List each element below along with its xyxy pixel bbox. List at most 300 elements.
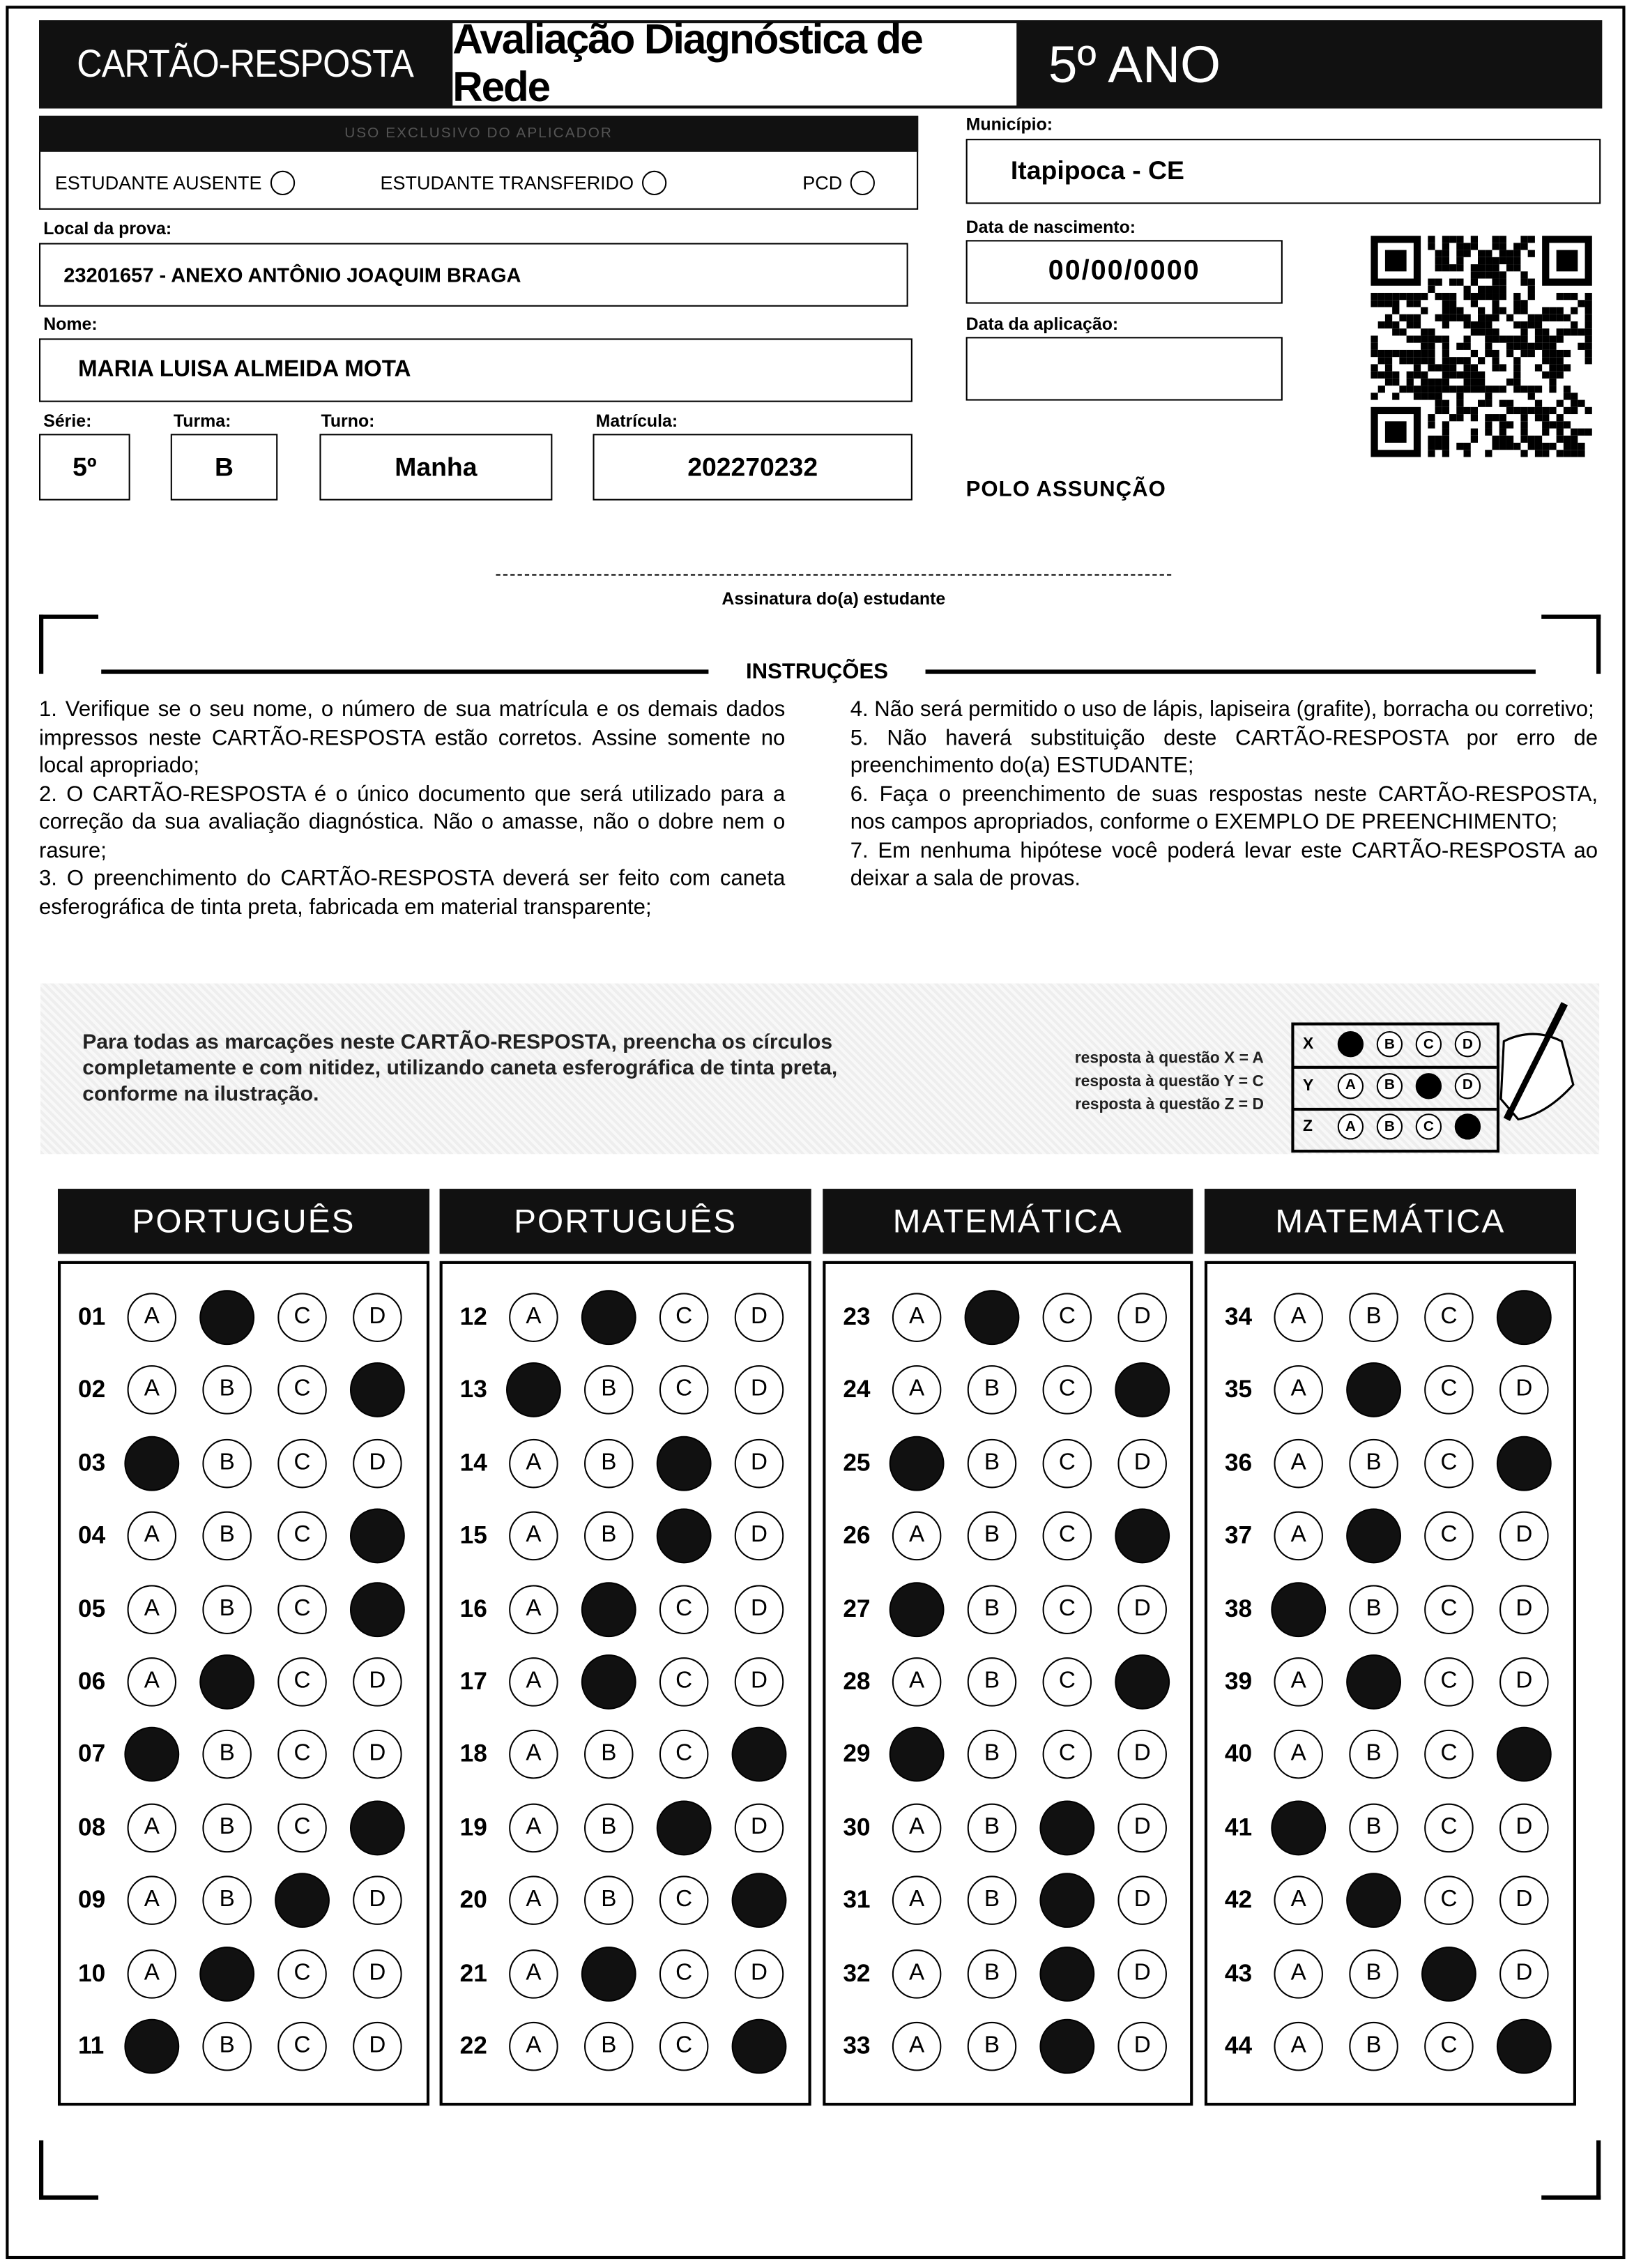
answer-bubble-d[interactable]: D (735, 1949, 784, 1998)
option-absent[interactable] (55, 171, 295, 195)
example-bubble: D (1455, 1031, 1481, 1057)
answer-bubble-d[interactable]: D (735, 1657, 784, 1707)
answer-bubble-c[interactable]: C (1424, 1585, 1474, 1634)
answer-bubble-a[interactable]: A (1274, 1512, 1323, 1561)
answer-bubble-d[interactable] (350, 1581, 405, 1636)
answer-bubble-c[interactable]: C (1424, 1439, 1474, 1489)
qr-module (1435, 379, 1442, 386)
qr-module (1506, 407, 1513, 414)
qr-module (1485, 450, 1492, 457)
example-bubble: C (1416, 1031, 1442, 1057)
qr-module (1456, 357, 1463, 364)
answer-bubble-d[interactable] (732, 2019, 787, 2074)
qr-module (1535, 407, 1542, 414)
answer-bubble-c[interactable]: C (659, 1585, 709, 1634)
answer-bubble-a[interactable]: A (128, 1366, 177, 1415)
qr-module (1471, 429, 1478, 436)
answer-bubble-d[interactable] (350, 1800, 405, 1855)
qr-module (1478, 400, 1485, 407)
answer-bubble-c[interactable]: C (1043, 1366, 1092, 1415)
answer-bubble-a[interactable]: A (128, 1803, 177, 1852)
question-row (1207, 2019, 1573, 2077)
answer-bubble-c[interactable]: C (1424, 1293, 1474, 1342)
answer-bubble-d[interactable]: D (1117, 2022, 1167, 2071)
answer-bubble-a[interactable] (889, 1581, 945, 1636)
answer-bubble-a[interactable]: A (509, 1512, 558, 1561)
answer-bubble-b[interactable] (1346, 1654, 1401, 1710)
answer-bubble-b[interactable]: B (584, 1730, 634, 1780)
answer-bubble-b[interactable]: B (968, 1366, 1017, 1415)
answer-bubble-a[interactable]: A (892, 1657, 942, 1707)
answer-bubble-d[interactable]: D (1117, 1803, 1167, 1852)
answer-bubble-b[interactable]: B (584, 1366, 634, 1415)
qr-module (1564, 328, 1571, 335)
answer-bubble-a[interactable]: A (892, 1949, 942, 1998)
answer-bubble-d[interactable] (1115, 1363, 1170, 1418)
qr-module (1492, 386, 1499, 393)
qr-module (1442, 443, 1449, 450)
qr-module (1428, 414, 1435, 421)
answer-bubble-a[interactable]: A (128, 1876, 177, 1926)
qr-module (1464, 250, 1471, 257)
qr-module (1392, 372, 1399, 379)
question-row (825, 1290, 1190, 1348)
answer-bubble-d[interactable]: D (1499, 1512, 1549, 1561)
qr-module (1492, 335, 1499, 342)
answer-bubble-b[interactable]: B (1349, 1585, 1398, 1634)
answer-bubble-a[interactable] (124, 2019, 179, 2074)
answer-bubble-a[interactable]: A (509, 1439, 558, 1489)
answer-bubble-d[interactable] (350, 1363, 405, 1418)
qr-module (1464, 335, 1471, 342)
answer-bubble-a[interactable]: A (1274, 1293, 1323, 1342)
answer-bubble-c[interactable]: C (277, 1585, 327, 1634)
answer-bubble-c[interactable]: C (659, 1366, 709, 1415)
answer-bubble-a[interactable]: A (128, 1949, 177, 1998)
polo-text: POLO ASSUNÇÃO (965, 477, 1166, 502)
qr-module (1506, 250, 1513, 257)
qr-module (1478, 357, 1485, 364)
question-number: 23 (843, 1302, 871, 1331)
answer-bubble-b[interactable]: B (584, 1803, 634, 1852)
qr-module (1435, 335, 1442, 342)
answer-bubble-c[interactable]: C (1424, 2022, 1474, 2071)
answer-bubble-a[interactable]: A (892, 1366, 942, 1415)
qr-module (1485, 429, 1492, 436)
answer-bubble-b[interactable] (199, 1654, 254, 1710)
qr-module (1520, 243, 1527, 250)
signature-line[interactable] (496, 574, 1171, 575)
answer-bubble-d[interactable] (732, 1728, 787, 1783)
answer-bubble-c[interactable]: C (1043, 1439, 1092, 1489)
answer-bubble-d[interactable]: D (1117, 1293, 1167, 1342)
answer-bubble-c[interactable]: C (659, 2022, 709, 2071)
answer-bubble-c[interactable]: C (277, 1439, 327, 1489)
answer-bubble-c[interactable] (1039, 2019, 1094, 2074)
qr-module (1528, 443, 1535, 450)
qr-module (1464, 343, 1471, 350)
answer-bubble-a[interactable] (1271, 1800, 1326, 1855)
answer-bubble-a[interactable]: A (892, 2022, 942, 2071)
qr-module (1407, 335, 1414, 342)
answer-bubble-d[interactable]: D (1499, 1366, 1549, 1415)
qr-module (1385, 357, 1392, 364)
answer-bubble-a[interactable]: A (128, 1657, 177, 1707)
qr-module (1456, 372, 1463, 379)
answer-bubble-a[interactable]: A (892, 1803, 942, 1852)
corner-bracket (1541, 2140, 1601, 2200)
answer-bubble-a[interactable]: A (509, 1730, 558, 1780)
qr-module (1513, 243, 1520, 250)
qr-module (1414, 386, 1421, 393)
answer-bubble-d[interactable]: D (353, 1439, 402, 1489)
answer-bubble-b[interactable]: B (584, 1439, 634, 1489)
qr-module (1385, 379, 1392, 386)
answer-bubble-d[interactable]: D (353, 1730, 402, 1780)
qr-module (1571, 443, 1578, 450)
answer-bubble-d[interactable]: D (1117, 1730, 1167, 1780)
qr-module (1464, 386, 1471, 393)
answer-bubble-b[interactable] (581, 1946, 636, 2001)
answer-bubble-c[interactable] (1039, 1873, 1094, 1928)
answer-bubble-a[interactable]: A (892, 1876, 942, 1926)
qr-module (1528, 407, 1535, 414)
answer-bubble-b[interactable]: B (1349, 1949, 1398, 1998)
qr-module (1442, 236, 1449, 243)
answer-bubble-c[interactable]: C (659, 1293, 709, 1342)
qr-module (1456, 243, 1463, 250)
answer-bubble-b[interactable]: B (1349, 1293, 1398, 1342)
answer-bubble-d[interactable]: D (353, 1293, 402, 1342)
answer-bubble-d[interactable]: D (735, 1585, 784, 1634)
qr-module (1370, 364, 1377, 371)
answer-bubble-a[interactable]: A (1274, 1657, 1323, 1707)
qr-module (1449, 264, 1456, 271)
answer-bubble-c[interactable] (1421, 1946, 1476, 2001)
qr-module (1542, 343, 1549, 350)
qr-module (1442, 407, 1449, 414)
qr-module (1528, 350, 1535, 357)
answer-bubble-c[interactable]: C (277, 1657, 327, 1707)
answer-bubble-b[interactable] (199, 1946, 254, 2001)
qr-module (1520, 429, 1527, 436)
answer-bubble-c[interactable]: C (277, 1366, 327, 1415)
answer-bubble-a[interactable]: A (509, 1293, 558, 1342)
answer-bubble-a[interactable]: A (128, 1512, 177, 1561)
answer-bubble-c[interactable]: C (277, 1803, 327, 1852)
qr-module (1464, 243, 1471, 250)
answer-bubble-a[interactable]: A (509, 1803, 558, 1852)
answer-bubble-d[interactable]: D (353, 1876, 402, 1926)
qr-module (1513, 335, 1520, 342)
radio-circle-icon[interactable] (643, 171, 667, 195)
answer-bubble-a[interactable]: A (1274, 1366, 1323, 1415)
answer-bubble-b[interactable] (1346, 1509, 1401, 1564)
qr-module (1528, 314, 1535, 321)
question-row (825, 1728, 1190, 1786)
qr-module (1442, 400, 1449, 407)
answer-bubble-a[interactable]: A (1274, 2022, 1323, 2071)
answer-bubble-c[interactable]: C (1043, 1293, 1092, 1342)
answer-bubble-a[interactable] (124, 1728, 179, 1783)
qr-module (1414, 293, 1421, 300)
qr-module (1557, 350, 1564, 357)
answer-bubble-d[interactable]: D (735, 1512, 784, 1561)
answer-bubble-a[interactable]: A (1274, 1876, 1323, 1926)
answer-bubble-c[interactable]: C (1043, 1657, 1092, 1707)
qr-module (1585, 350, 1592, 357)
answer-bubble-d[interactable]: D (1499, 1803, 1549, 1852)
qr-module (1442, 357, 1449, 364)
answer-section (823, 1261, 1193, 2106)
answer-bubble-b[interactable]: B (1349, 1439, 1398, 1489)
question-number: 27 (843, 1595, 871, 1622)
answer-bubble-b[interactable] (581, 1654, 636, 1710)
answer-bubble-d[interactable]: D (1499, 1949, 1549, 1998)
qr-module (1464, 364, 1471, 371)
question-number: 38 (1224, 1595, 1253, 1622)
answer-bubble-c[interactable]: C (1043, 1585, 1092, 1634)
qr-module (1407, 386, 1414, 393)
qr-module (1513, 379, 1520, 386)
answer-bubble-d[interactable]: D (735, 1293, 784, 1342)
answer-bubble-d[interactable] (1497, 1436, 1552, 1491)
qr-module (1449, 364, 1456, 371)
qr-module (1506, 335, 1513, 342)
qr-module (1549, 386, 1556, 393)
answer-bubble-d[interactable]: D (1117, 1585, 1167, 1634)
qr-module (1471, 386, 1478, 393)
answer-bubble-b[interactable] (965, 1290, 1020, 1345)
qr-module (1428, 450, 1435, 457)
municipio-label: Município: (965, 114, 1053, 135)
answer-bubble-b[interactable]: B (968, 1876, 1017, 1926)
answer-bubble-b[interactable]: B (968, 2022, 1017, 2071)
answer-bubble-b[interactable]: B (1349, 1730, 1398, 1780)
answer-bubble-a[interactable]: A (509, 1657, 558, 1707)
answer-bubble-d[interactable] (1115, 1654, 1170, 1710)
answer-bubble-d[interactable]: D (353, 1657, 402, 1707)
answer-bubble-b[interactable]: B (968, 1949, 1017, 1998)
qr-module (1478, 264, 1485, 271)
question-row (1207, 1800, 1573, 1858)
answer-bubble-c[interactable]: C (1424, 1803, 1474, 1852)
answer-bubble-b[interactable]: B (202, 1512, 252, 1561)
qr-module (1435, 257, 1442, 264)
answer-bubble-c[interactable] (657, 1436, 712, 1491)
answer-bubble-a[interactable]: A (892, 1293, 942, 1342)
question-number: 41 (1224, 1813, 1253, 1841)
answer-bubble-c[interactable]: C (659, 1730, 709, 1780)
qr-module (1478, 271, 1485, 278)
qr-module (1520, 350, 1527, 357)
qr-module (1506, 400, 1513, 407)
answer-bubble-d[interactable]: D (1499, 1657, 1549, 1707)
qr-module (1407, 321, 1414, 328)
answer-bubble-c[interactable]: C (277, 1293, 327, 1342)
question-row (1207, 1654, 1573, 1712)
qr-module (1428, 236, 1435, 243)
qr-module (1564, 436, 1571, 443)
qr-module (1492, 293, 1499, 300)
answer-bubble-d[interactable] (732, 1873, 787, 1928)
answer-bubble-c[interactable]: C (1424, 1366, 1474, 1415)
answer-bubble-b[interactable]: B (202, 1366, 252, 1415)
answer-bubble-c[interactable]: C (1043, 1730, 1092, 1780)
answer-bubble-d[interactable] (1497, 1728, 1552, 1783)
answer-bubble-a[interactable]: A (128, 1585, 177, 1634)
answer-bubble-d[interactable]: D (353, 1949, 402, 1998)
qr-module (1471, 321, 1478, 328)
answer-bubble-d[interactable] (350, 1509, 405, 1564)
answer-bubble-d[interactable]: D (1117, 1876, 1167, 1926)
qr-module (1456, 250, 1463, 257)
answer-bubble-c[interactable]: C (1043, 1512, 1092, 1561)
option-pcd[interactable] (802, 171, 876, 195)
answer-bubble-c[interactable]: C (277, 1949, 327, 1998)
qr-module (1428, 328, 1435, 335)
answer-bubble-c[interactable]: C (1424, 1730, 1474, 1780)
answer-bubble-b[interactable]: B (202, 1876, 252, 1926)
answer-bubble-d[interactable] (1497, 2019, 1552, 2074)
example-bubble: A (1338, 1072, 1364, 1098)
answer-bubble-b[interactable] (1346, 1363, 1401, 1418)
answer-bubble-c[interactable] (275, 1873, 330, 1928)
answer-bubble-a[interactable] (506, 1363, 561, 1418)
qr-module (1535, 436, 1542, 443)
answer-bubble-a[interactable] (124, 1436, 179, 1491)
answer-bubble-a[interactable]: A (128, 1293, 177, 1342)
answer-bubble-a[interactable]: A (509, 1876, 558, 1926)
qr-module (1407, 357, 1414, 364)
answer-bubble-a[interactable]: A (892, 1512, 942, 1561)
qr-module (1449, 314, 1456, 321)
answer-bubble-b[interactable]: B (968, 1439, 1017, 1489)
answer-bubble-b[interactable]: B (1349, 1803, 1398, 1852)
question-number: 35 (1224, 1376, 1253, 1403)
answer-bubble-c[interactable] (657, 1800, 712, 1855)
answer-bubble-b[interactable]: B (968, 1657, 1017, 1707)
qr-module (1492, 236, 1499, 243)
question-row (1207, 1946, 1573, 2004)
question-row (825, 1800, 1190, 1858)
answer-bubble-d[interactable]: D (1499, 1585, 1549, 1634)
qr-module (1499, 243, 1506, 250)
qr-module (1549, 343, 1556, 350)
qr-module (1564, 386, 1571, 393)
answer-bubble-a[interactable] (889, 1436, 945, 1491)
answer-bubble-a[interactable]: A (509, 1585, 558, 1634)
qr-module (1528, 279, 1535, 286)
answer-bubble-b[interactable]: B (968, 1512, 1017, 1561)
answer-bubble-c[interactable]: C (659, 1949, 709, 1998)
qr-module (1485, 314, 1492, 321)
example-bubble: B (1377, 1031, 1403, 1057)
answer-bubble-b[interactable]: B (1349, 2022, 1398, 2071)
answer-bubble-c[interactable]: C (1424, 1512, 1474, 1561)
answer-bubble-c[interactable] (1039, 1946, 1094, 2001)
qr-module (1370, 335, 1377, 342)
answer-bubble-b[interactable]: B (202, 1585, 252, 1634)
answer-bubble-d[interactable] (1115, 1509, 1170, 1564)
answer-bubble-b[interactable]: B (584, 1512, 634, 1561)
answer-bubble-a[interactable]: A (1274, 1730, 1323, 1780)
answer-bubble-b[interactable]: B (202, 1439, 252, 1489)
answer-bubble-c[interactable] (657, 1509, 712, 1564)
registration-label: Matrícula: (595, 411, 678, 432)
answer-bubble-b[interactable]: B (202, 1730, 252, 1780)
qr-module (1385, 300, 1392, 307)
answer-bubble-c[interactable]: C (277, 1512, 327, 1561)
qr-module (1492, 436, 1499, 443)
answer-bubble-b[interactable]: B (584, 2022, 634, 2071)
answer-bubble-d[interactable]: D (1499, 1876, 1549, 1926)
qr-module (1456, 279, 1463, 286)
qr-module (1442, 386, 1449, 393)
qr-module (1528, 286, 1535, 293)
answer-bubble-c[interactable]: C (277, 2022, 327, 2071)
example-text: Para todas as marcações neste CARTÃO-RESPOSTA, preencha os círculos completamente e com nitidez, utilizando caneta esferográfica de tinta preta, conforme na ilustração. (82, 1030, 838, 1106)
qr-module (1421, 343, 1428, 350)
qr-module (1442, 250, 1449, 257)
answer-bubble-b[interactable]: B (584, 1876, 634, 1926)
answer-bubble-b[interactable]: B (968, 1730, 1017, 1780)
answer-bubble-d[interactable]: D (735, 1366, 784, 1415)
answer-bubble-b[interactable]: B (968, 1585, 1017, 1634)
qr-module (1506, 443, 1513, 450)
qr-module (1485, 386, 1492, 393)
qr-module (1370, 343, 1377, 350)
qr-module (1492, 279, 1499, 286)
answer-bubble-a[interactable]: A (509, 2022, 558, 2071)
answer-bubble-b[interactable]: B (968, 1803, 1017, 1852)
question-number: 44 (1224, 2032, 1253, 2060)
answer-bubble-b[interactable]: B (202, 1803, 252, 1852)
answer-bubble-b[interactable] (581, 1290, 636, 1345)
answer-bubble-d[interactable]: D (1117, 1439, 1167, 1489)
answer-bubble-a[interactable]: A (509, 1949, 558, 1998)
answer-bubble-d[interactable]: D (353, 2022, 402, 2071)
answer-bubble-b[interactable] (581, 1581, 636, 1636)
qr-module (1485, 328, 1492, 335)
qr-module (1571, 393, 1578, 399)
qr-module (1492, 314, 1499, 321)
answer-bubble-b[interactable] (1346, 1873, 1401, 1928)
qr-module (1385, 350, 1392, 357)
answer-bubble-a[interactable] (1271, 1581, 1326, 1636)
answer-bubble-a[interactable] (889, 1728, 945, 1783)
answer-bubble-c[interactable] (1039, 1800, 1094, 1855)
answer-bubble-b[interactable] (199, 1290, 254, 1345)
answer-bubble-c[interactable]: C (1424, 1876, 1474, 1926)
answer-bubble-d[interactable]: D (735, 1439, 784, 1489)
radio-circle-icon[interactable] (851, 171, 876, 195)
answer-bubble-b[interactable]: B (202, 2022, 252, 2071)
answer-bubble-c[interactable]: C (277, 1730, 327, 1780)
answer-bubble-c[interactable]: C (659, 1657, 709, 1707)
answer-bubble-a[interactable]: A (1274, 1949, 1323, 1998)
answer-bubble-d[interactable]: D (735, 1803, 784, 1852)
answer-bubble-a[interactable]: A (1274, 1439, 1323, 1489)
answer-bubble-c[interactable]: C (1424, 1657, 1474, 1707)
answer-bubble-c[interactable]: C (659, 1876, 709, 1926)
qr-module (1449, 414, 1456, 421)
qr-module (1492, 243, 1499, 250)
answer-bubble-d[interactable]: D (1117, 1949, 1167, 1998)
option-transferred[interactable] (381, 171, 667, 195)
radio-circle-icon[interactable] (270, 171, 295, 195)
answer-bubble-d[interactable] (1497, 1290, 1552, 1345)
